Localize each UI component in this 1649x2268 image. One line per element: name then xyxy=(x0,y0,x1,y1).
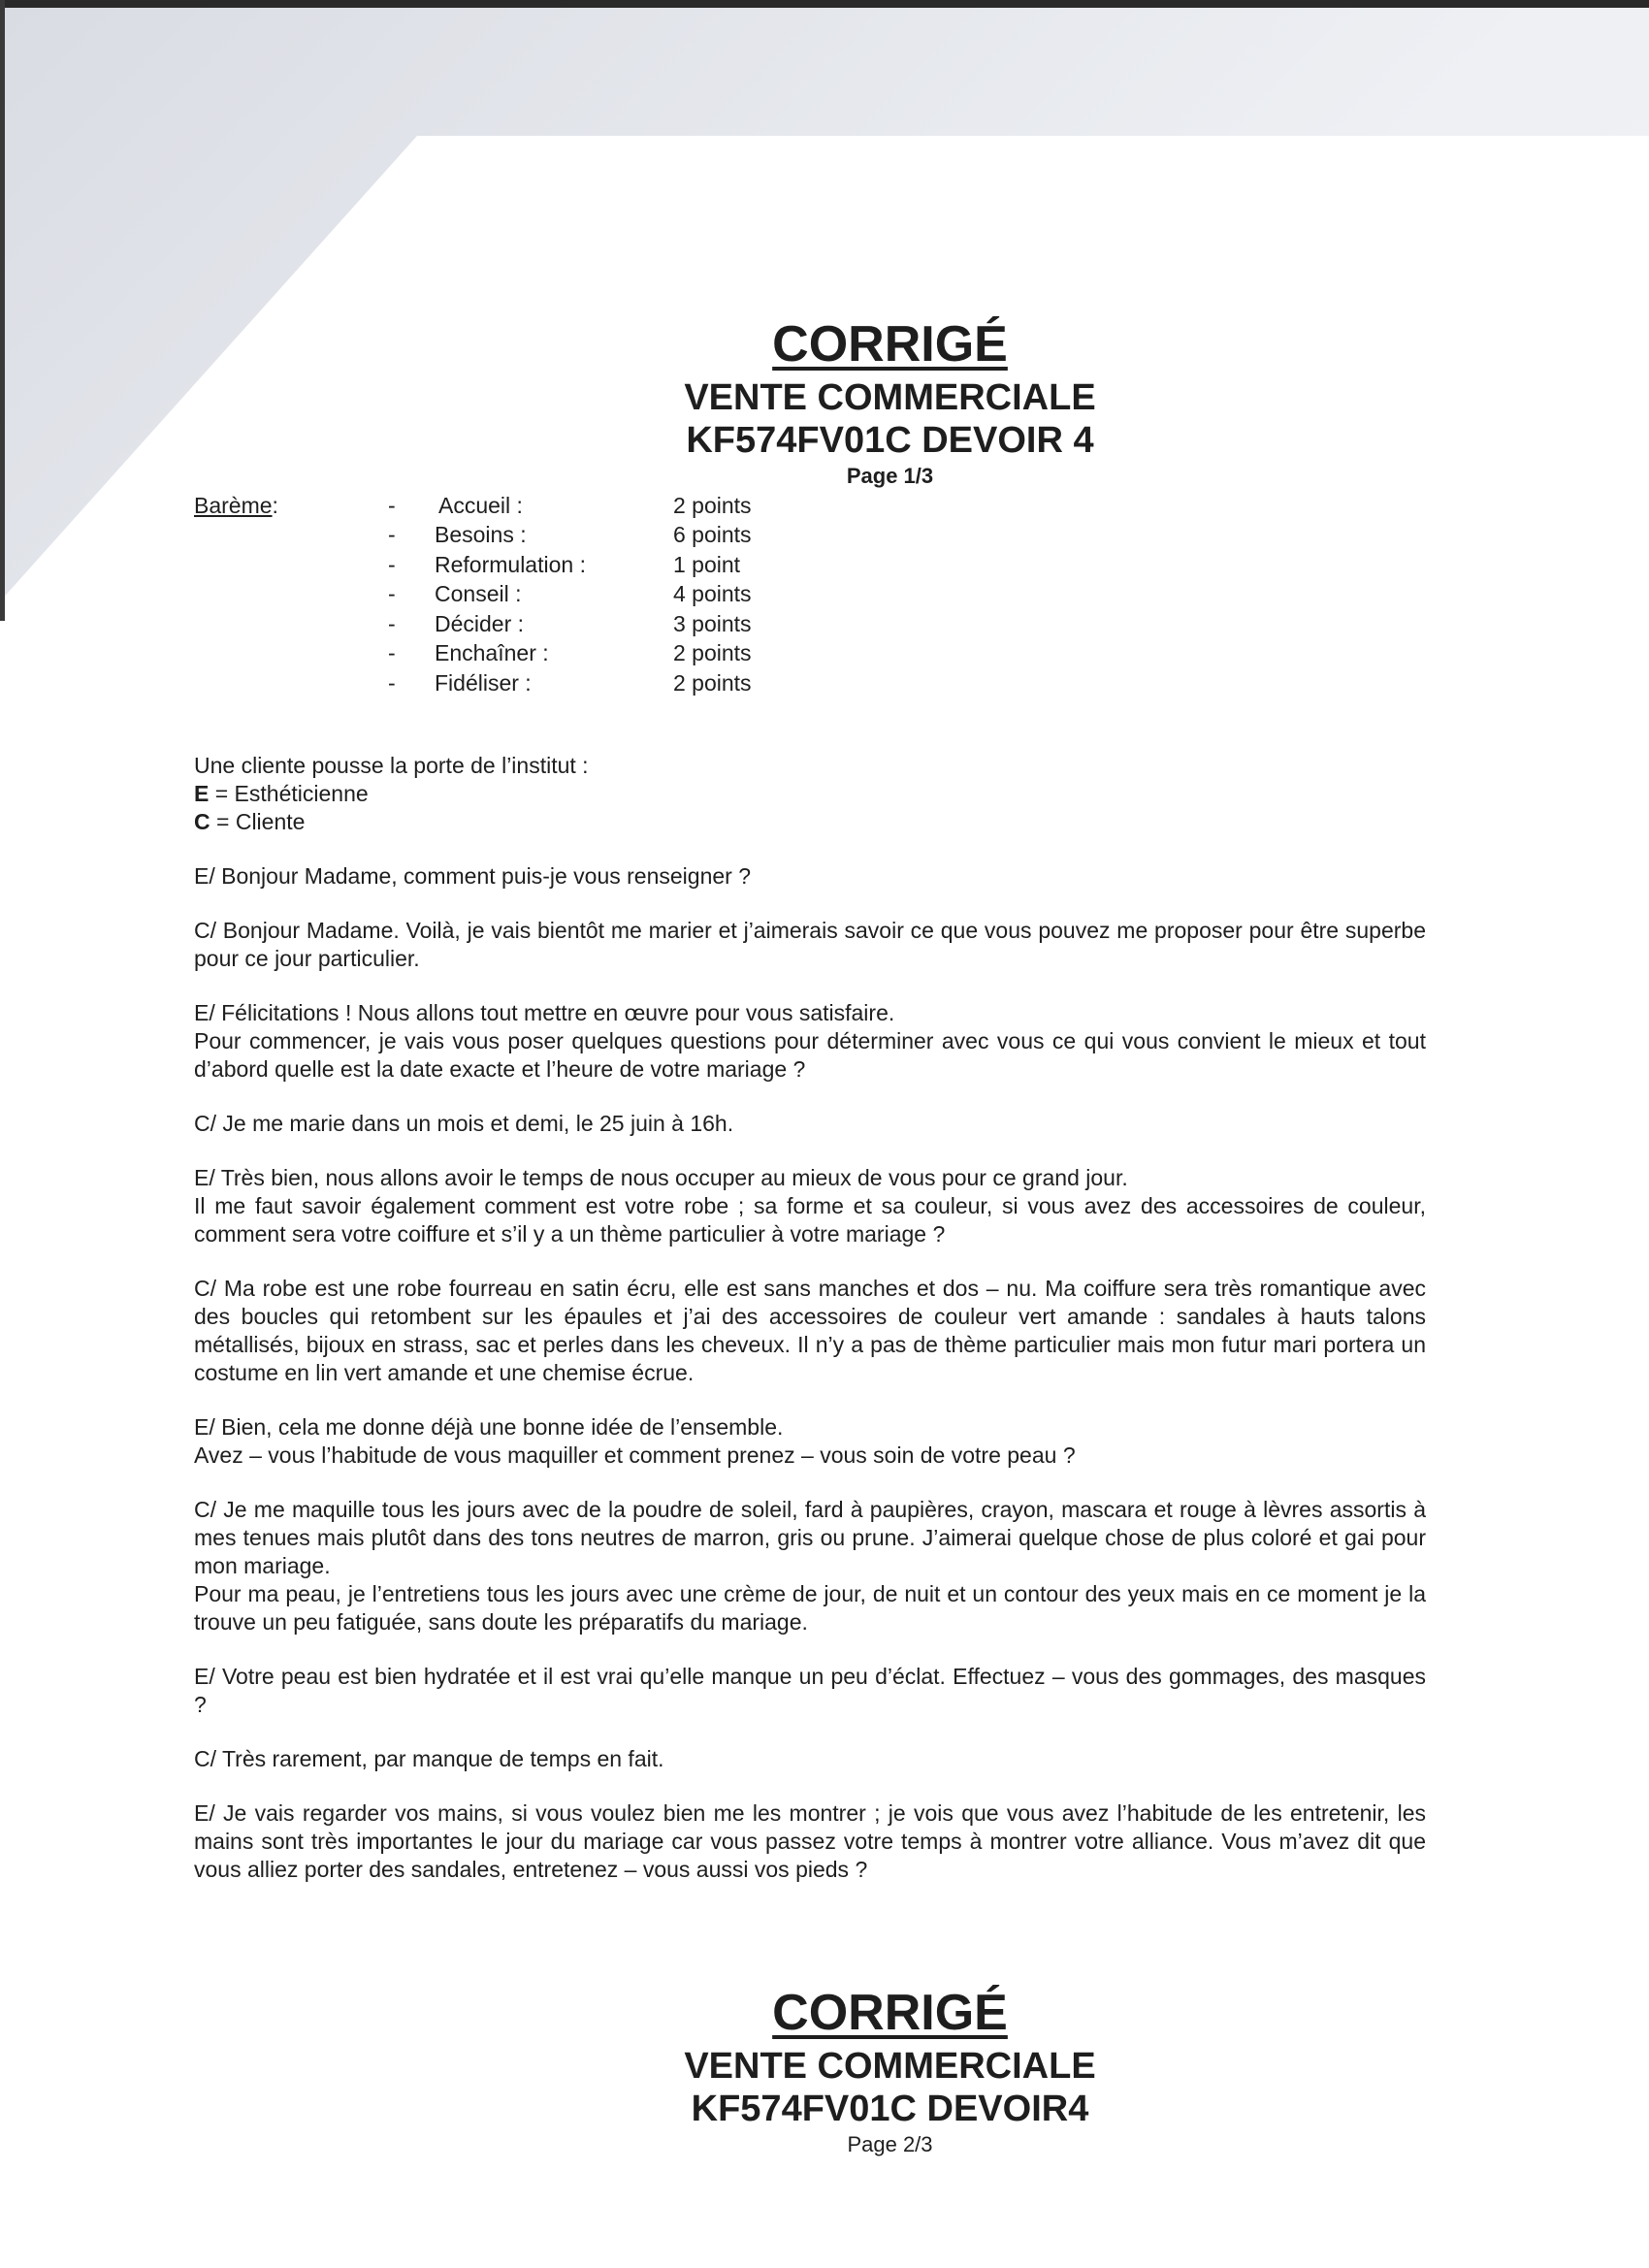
bareme-points: 2 points xyxy=(673,640,752,665)
dialogue-line: E/ Très bien, nous allons avoir le temps de nous occuper au mieux de vous pour ce grand jour. xyxy=(194,1165,1128,1190)
legend-esthéticienne xyxy=(194,780,1426,808)
dialogue-line: E/ Bonjour Madame, comment puis-je vous renseigner ? xyxy=(194,863,752,889)
bareme-criterion: Enchaîner : xyxy=(435,640,549,665)
devoir-code: KF574FV01C DEVOIR4 xyxy=(691,2089,1089,2129)
bareme-dash: - xyxy=(388,552,396,577)
bareme-label-text: Barème xyxy=(194,493,273,518)
legend-cliente xyxy=(194,808,1426,836)
dialogue-line: Il me faut savoir également comment est votre robe ; sa forme et sa couleur, si vous avez des accessoires de couleur, comment sera votre coiffure et s’il y a un thème particulier à votre mariage ? xyxy=(194,1193,1426,1247)
page-number: Page 2/3 xyxy=(847,2132,933,2156)
subject-title: VENTE COMMERCIALE xyxy=(684,2046,1096,2087)
bareme-points: 2 points xyxy=(673,493,752,518)
bareme-criterion: Besoins : xyxy=(435,522,527,547)
bareme-row xyxy=(194,581,873,610)
bareme-row xyxy=(194,670,873,699)
dialogue-body xyxy=(194,752,1426,1910)
bareme-dash: - xyxy=(388,581,396,606)
corrige-title: CORRIGÉ xyxy=(772,1985,1008,2041)
header-page-1 xyxy=(0,316,1649,489)
bareme-criterion: Décider : xyxy=(435,611,525,636)
page-number: Page 1/3 xyxy=(846,464,934,488)
bareme-points: 4 points xyxy=(673,581,752,606)
dialogue-line: E/ Je vais regarder vos mains, si vous voulez bien me les montrer ; je vois que vous avez l’habitude de les entretenir, les mains sont très importantes le jour du mariage car vous passez votre temps à montrer votre alliance. Vous m’avez dit que vous alliez porter des sandales, entretenez – vous aussi vos pieds ? xyxy=(194,1800,1426,1882)
dialogue-line: C/ Je me marie dans un mois et demi, le 25 juin à 16h. xyxy=(194,1111,734,1136)
bareme-criterion: Conseil : xyxy=(435,581,522,606)
legend-key-e: E xyxy=(194,781,210,806)
bareme-points: 1 point xyxy=(673,552,741,577)
dialogue-line: E/ Bien, cela me donne déjà une bonne idée de l’ensemble. xyxy=(194,1414,784,1440)
scenario-intro xyxy=(194,752,1426,836)
dialogue-line: E/ Votre peau est bien hydratée et il est vrai qu’elle manque un peu d’éclat. Effectuez – vous des gommages, des masques ? xyxy=(194,1664,1426,1717)
dialogue-line: C/ Très rarement, par manque de temps en fait. xyxy=(194,1746,664,1771)
dialogue-line: C/ Bonjour Madame. Voilà, je vais bientôt me marier et j’aimerais savoir ce que vous pouvez me proposer pour être superbe pour ce jour particulier. xyxy=(194,918,1426,971)
dialogue-line: Pour ma peau, je l’entretiens tous les jours avec une crème de jour, de nuit et un contour des yeux mais en ce moment je la trouve un peu fatiguée, sans doute les préparatifs du mariage. xyxy=(194,1581,1426,1635)
bareme-label-colon: : xyxy=(272,493,278,518)
header-page-2 xyxy=(0,1985,1649,2157)
dialogue-line: C/ Ma robe est une robe fourreau en satin écru, elle est sans manches et dos – nu. Ma coiffure sera très romantique avec des boucles qui retombent sur les épaules et j’ai des accessoires de couleur vert amande : sandales à hauts talons métallisés, bijoux en strass, sac et perles dans les cheveux. Il n’y a pas de thème particulier mais mon futur mari portera un costume en lin vert amande et une chemise écrue. xyxy=(194,1276,1426,1385)
bareme-dash: - xyxy=(388,670,396,696)
legend-key-c: C xyxy=(194,809,210,834)
scan-left-edge xyxy=(0,0,5,621)
bareme-dash: - xyxy=(388,611,396,636)
corrige-title: CORRIGÉ xyxy=(772,316,1008,373)
bareme-dash: - xyxy=(388,493,396,518)
legend-value-e: = Esthéticienne xyxy=(209,781,369,806)
bareme-row xyxy=(194,493,873,522)
bareme-row xyxy=(194,611,873,640)
dialogue-line: Avez – vous l’habitude de vous maquiller et comment prenez – vous soin de votre peau ? xyxy=(194,1442,1076,1468)
legend-value-c: = Cliente xyxy=(210,809,306,834)
bareme-points: 3 points xyxy=(673,611,752,636)
bareme-criterion: Accueil : xyxy=(438,493,523,518)
bareme-points: 2 points xyxy=(673,670,752,696)
scan-top-edge xyxy=(0,0,1649,8)
bareme-criterion: Reformulation : xyxy=(435,552,586,577)
subject-title: VENTE COMMERCIALE xyxy=(684,377,1096,418)
bareme-dash: - xyxy=(388,522,396,547)
intro-line: Une cliente pousse la porte de l’institut : xyxy=(194,753,589,778)
dialogue-line: Pour commencer, je vais vous poser quelques questions pour déterminer avec vous ce qui vous convient le mieux et tout d’abord quelle est la date exacte et l’heure de votre mariage ? xyxy=(194,1028,1426,1082)
devoir-code: KF574FV01C DEVOIR 4 xyxy=(686,420,1094,461)
bareme-row xyxy=(194,640,873,669)
bareme-dash: - xyxy=(388,640,396,665)
dialogue-line: C/ Je me maquille tous les jours avec de la poudre de soleil, fard à paupières, crayon, mascara et rouge à lèvres assortis à mes tenues mais plutôt dans des tons neutres de marron, gris ou prune. J’aimerai quelque chose de plus coloré et gai pour mon mariage. xyxy=(194,1497,1426,1578)
bareme-points: 6 points xyxy=(673,522,752,547)
bareme-criterion: Fidéliser : xyxy=(435,670,532,696)
bareme-row xyxy=(194,552,873,581)
dialogue-line: E/ Félicitations ! Nous allons tout mettre en œuvre pour vous satisfaire. xyxy=(194,1000,895,1025)
bareme-row xyxy=(194,522,873,551)
